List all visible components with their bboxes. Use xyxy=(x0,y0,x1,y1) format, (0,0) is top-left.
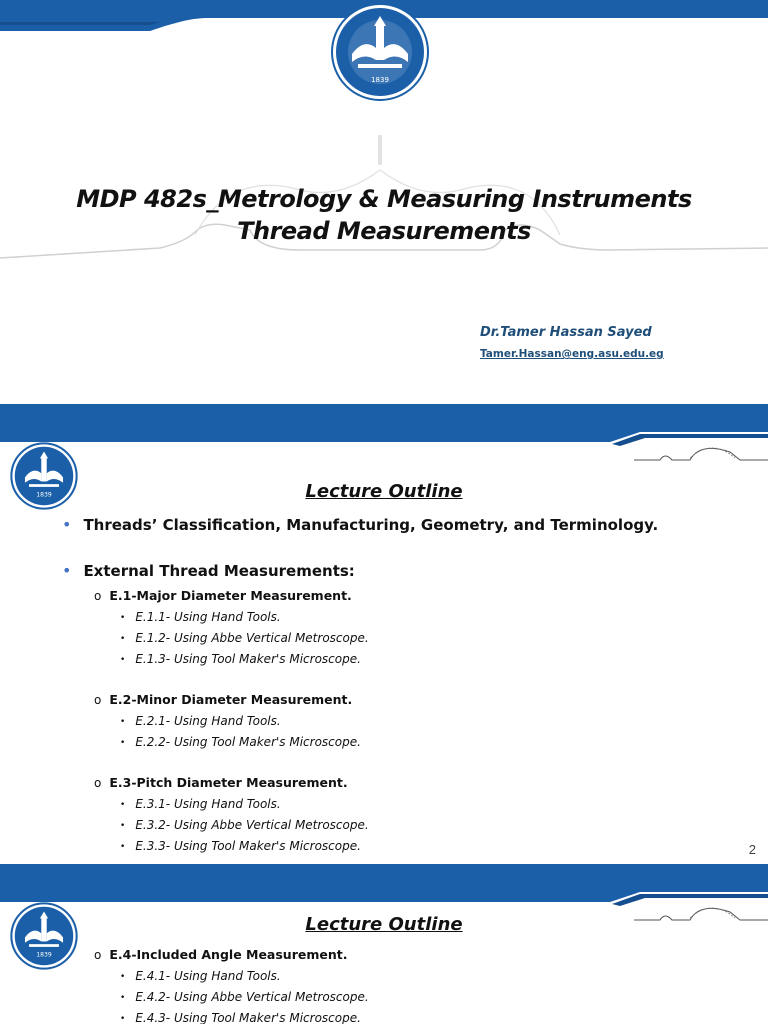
list-item: • E.1.1- Using Hand Tools. xyxy=(120,610,281,624)
bullet-icon: • xyxy=(120,717,126,727)
circle-bullet-icon: o xyxy=(94,589,102,603)
bullet-icon: • xyxy=(120,800,126,810)
bullet-icon: • xyxy=(120,613,126,623)
university-logo-icon xyxy=(330,2,430,102)
bullet-icon: • xyxy=(120,1014,126,1024)
slide-page-number: 2 xyxy=(748,842,756,857)
author-name: Dr.Tamer Hassan Sayed xyxy=(480,325,652,340)
slide3-logo-year-text: 1839 xyxy=(36,951,52,959)
bullet-icon: • xyxy=(120,972,126,982)
list-item: • E.1.2- Using Abbe Vertical Metroscope. xyxy=(120,631,369,645)
list-item: • External Thread Measurements: xyxy=(62,561,355,580)
bullet-icon: • xyxy=(120,634,126,644)
list-item: • Threads’ Classification, Manufacturing, Geometry, and Terminology. xyxy=(62,515,659,534)
bullet-icon: • xyxy=(120,655,126,665)
list-item: o E.3-Pitch Diameter Measurement. xyxy=(94,775,348,790)
outline-slide-2 xyxy=(0,402,768,862)
slide2-logo-year-text: 1839 xyxy=(36,491,52,499)
list-item: o E.2-Minor Diameter Measurement. xyxy=(94,692,353,707)
list-item: • E.3.1- Using Hand Tools. xyxy=(120,797,281,811)
bullet-icon: • xyxy=(120,821,126,831)
list-item: o E.1-Major Diameter Measurement. xyxy=(94,588,352,603)
list-item: • E.3.3- Using Tool Maker's Microscope. xyxy=(120,839,361,853)
circle-bullet-icon: o xyxy=(94,776,102,790)
list-item: • E.4.2- Using Abbe Vertical Metroscope. xyxy=(120,990,369,1004)
slide3-logo-icon xyxy=(10,902,78,970)
bullet-icon: • xyxy=(120,842,126,852)
slide3-outline-title: Lecture Outline xyxy=(305,914,463,935)
presentation-title-line2: Thread Measurements xyxy=(237,217,531,245)
logo-year-text: 1839 xyxy=(371,76,389,84)
outline-slide-3 xyxy=(0,862,768,1024)
list-item: • E.3.2- Using Abbe Vertical Metroscope. xyxy=(120,818,369,832)
presentation-title-line1: MDP 482s_Metrology & Measuring Instruments xyxy=(76,185,692,213)
bullet-icon: • xyxy=(120,738,126,748)
slide2-outline-title: Lecture Outline xyxy=(305,481,463,502)
circle-bullet-icon: o xyxy=(94,948,102,962)
bullet-icon: • xyxy=(62,515,72,534)
bullet-icon: • xyxy=(62,561,72,580)
bullet-icon: • xyxy=(120,993,126,1003)
slide2-blue-band xyxy=(0,402,768,472)
list-item: • E.4.1- Using Hand Tools. xyxy=(120,969,281,983)
list-item: • E.2.2- Using Tool Maker's Microscope. xyxy=(120,735,361,749)
list-item: • E.1.3- Using Tool Maker's Microscope. xyxy=(120,652,361,666)
list-item: • E.4.3- Using Tool Maker's Microscope. xyxy=(120,1011,361,1024)
title-slide xyxy=(0,0,768,402)
author-email-link[interactable]: Tamer.Hassan@eng.asu.edu.eg xyxy=(480,348,664,360)
list-item: o E.4-Included Angle Measurement. xyxy=(94,947,348,962)
list-item: • E.2.1- Using Hand Tools. xyxy=(120,714,281,728)
circle-bullet-icon: o xyxy=(94,693,102,707)
